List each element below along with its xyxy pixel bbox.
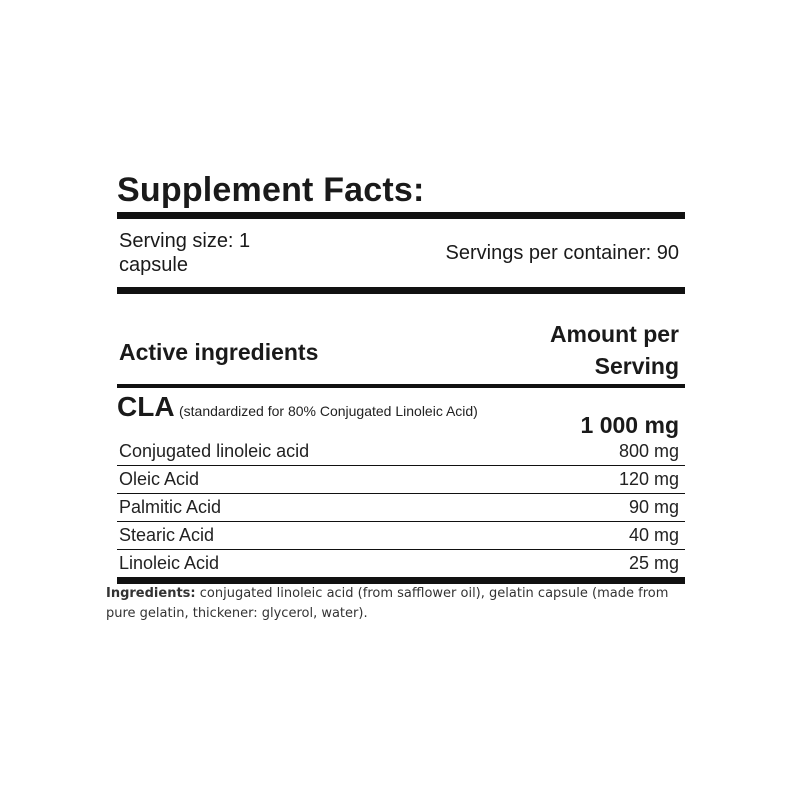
bottom-divider bbox=[117, 577, 685, 584]
primary-ingredient-label bbox=[117, 391, 547, 422]
ingredients-footnote bbox=[106, 584, 696, 624]
serving-divider bbox=[117, 287, 685, 294]
primary-ingredient-amount: 1 000 mg bbox=[580, 412, 679, 438]
active-ingredients-header: Active ingredients bbox=[119, 339, 319, 365]
ingredients-footnote-text: conjugated linoleic acid (from safflower oil), gelatin capsule (made from pure gelatin, thickener: glycerol, water). bbox=[106, 586, 669, 621]
ingredient-amount: 25 mg bbox=[628, 553, 679, 573]
ingredient-name: Palmitic Acid bbox=[119, 497, 222, 517]
ingredient-name: Linoleic Acid bbox=[119, 553, 220, 573]
ingredient-row bbox=[117, 522, 685, 549]
servings-per-container: Servings per container: 90 bbox=[445, 242, 679, 264]
primary-ingredient-name: CLA bbox=[117, 391, 175, 422]
ingredient-name: Stearic Acid bbox=[119, 525, 215, 545]
ingredient-row bbox=[117, 438, 685, 465]
ingredient-name: Conjugated linoleic acid bbox=[119, 441, 310, 461]
title-divider bbox=[117, 212, 685, 219]
ingredient-row bbox=[117, 550, 685, 577]
primary-ingredient-row bbox=[117, 388, 685, 438]
table-header-row bbox=[117, 294, 685, 384]
panel-title: Supplement Facts: bbox=[117, 171, 425, 209]
ingredient-amount: 90 mg bbox=[628, 497, 679, 517]
primary-ingredient-note: (standardized for 80% Conjugated Linoleic Acid) bbox=[179, 403, 478, 419]
ingredient-row bbox=[117, 466, 685, 493]
ingredient-amount: 800 mg bbox=[618, 441, 679, 461]
supplement-facts-panel bbox=[117, 170, 685, 584]
ingredient-row bbox=[117, 494, 685, 521]
ingredient-name: Oleic Acid bbox=[119, 469, 200, 489]
serving-size: Serving size: 1 capsule bbox=[119, 230, 251, 276]
ingredient-amount: 40 mg bbox=[628, 525, 679, 545]
ingredient-amount: 120 mg bbox=[618, 469, 679, 489]
serving-info-row bbox=[117, 219, 685, 287]
amount-per-serving-header: Amount per Serving bbox=[549, 321, 679, 379]
ingredients-footnote-label: Ingredients: bbox=[106, 586, 196, 601]
